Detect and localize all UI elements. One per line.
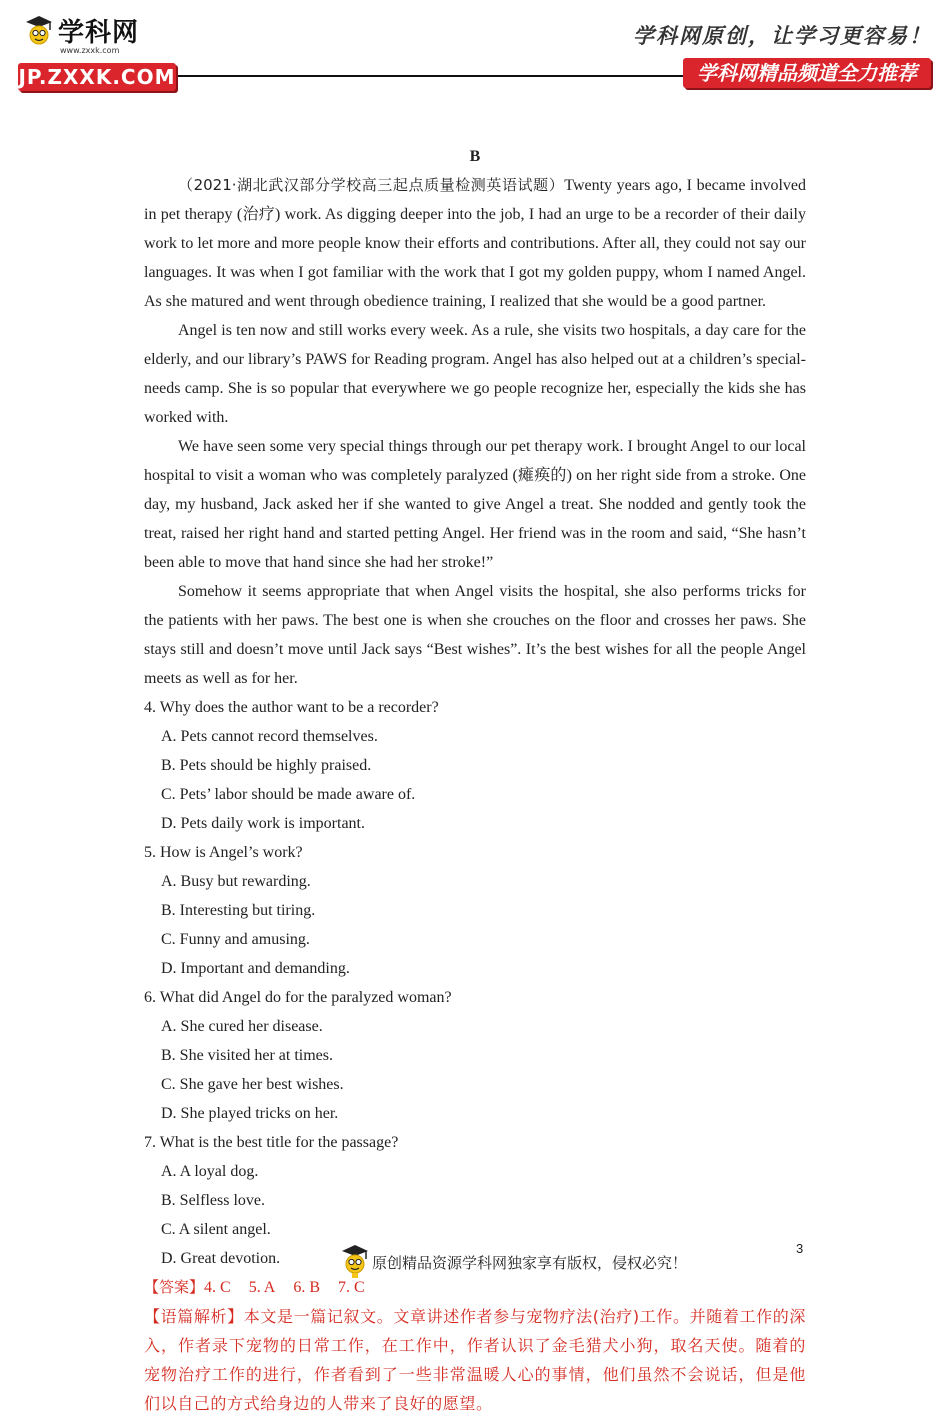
- question-options: [144, 1012, 806, 1128]
- answer-item: 6. B: [293, 1279, 321, 1296]
- brand-name: 学科网: [58, 18, 140, 48]
- paragraph-text: Twenty years ago, I became involved in pet therapy (治疗) work. As digging deeper into the job, I had an urge to be a recorder of their daily work to let more and more people know their efforts and contributions. After all, they could not say our languages. It was when I got familiar with the work that I got my golden puppy, whom I named Angel. As she matured and went through obedience training, I realized that she would be a good partner.: [144, 177, 806, 310]
- answer-line: [144, 1273, 806, 1302]
- question-stem: 6. What did Angel do for the paralyzed woman?: [144, 989, 452, 1006]
- option-d: D. Great devotion.: [161, 1250, 281, 1267]
- question-5: [144, 838, 806, 983]
- answer-item: 4. C: [204, 1279, 231, 1296]
- option-d: D. She played tricks on her.: [161, 1105, 339, 1122]
- question-stem: 7. What is the best title for the passage?: [144, 1134, 399, 1151]
- analysis-label: 【语篇解析】: [144, 1307, 244, 1326]
- option-d: D. Pets daily work is important.: [161, 815, 365, 832]
- option-c: C. A silent angel.: [161, 1221, 271, 1238]
- passage-paragraph-4: Somehow it seems appropriate that when Angel visits the hospital, she also performs tricks for the patients with her paws. The best one is when she crouches on the floor and crosses her paws. She stays still and doesn’t move until Jack says “Best wishes”. It’s the best wishes for all the people Angel meets as well as for her.: [144, 583, 806, 687]
- answer-label: 【答案】: [144, 1278, 205, 1296]
- page-header: [0, 0, 950, 100]
- option-c: C. Funny and amusing.: [161, 931, 310, 948]
- header-slogan: 学科网原创，让学习更容易！: [633, 23, 932, 48]
- question-stem: 4. Why does the author want to be a recorder?: [144, 699, 439, 716]
- option-b: B. Pets should be highly praised.: [161, 757, 372, 774]
- option-b: B. She visited her at times.: [161, 1047, 333, 1064]
- passage-paragraph-1: [144, 171, 806, 316]
- option-d: D. Important and demanding.: [161, 960, 350, 977]
- passage-analysis: [144, 1302, 806, 1418]
- graduate-mascot-icon: [24, 14, 54, 48]
- page-number: 3: [796, 1241, 804, 1256]
- graduate-mascot-icon: [340, 1243, 370, 1279]
- passage-source: （2021·湖北武汉部分学校高三起点质量检测英语试题）: [178, 176, 565, 194]
- header-divider: [178, 75, 683, 77]
- promo-badge: 学科网精品频道全力推荐: [683, 58, 931, 88]
- question-options: [144, 722, 806, 838]
- option-c: C. Pets’ labor should be made aware of.: [161, 786, 416, 803]
- question-options: [144, 867, 806, 983]
- answer-item: 5. A: [248, 1279, 276, 1296]
- option-a: A. She cured her disease.: [161, 1018, 323, 1035]
- question-stem: 5. How is Angel’s work?: [144, 844, 303, 861]
- option-b: B. Interesting but tiring.: [161, 902, 316, 919]
- option-b: B. Selfless love.: [161, 1192, 265, 1209]
- section-title: B: [469, 148, 481, 165]
- document-body: [144, 142, 806, 1418]
- brand-url: www.zxxk.com: [60, 46, 120, 55]
- analysis-text: 本文是一篇记叙文。文章讲述作者参与宠物疗法(治疗)工作。并随着工作的深入，作者录下宠物的日常工作，在工作中，作者认识了金毛猎犬小狗，取名天使。随着的宠物治疗工作的进行，作者看到了一些非常温暖人心的事情，他们虽然不会说话，但是他们以自己的方式给身边的人带来了良好的愿望。: [144, 1307, 806, 1413]
- passage-paragraph-2: Angel is ten now and still works every week. As a rule, she visits two hospitals, a day care for the elderly, and our library’s PAWS for Reading program. Angel has also helped out at a children’s special-needs camp. She is so popular that everywhere we go people recognize her, especially the kids she has worked with.: [144, 322, 806, 426]
- option-a: A. A loyal dog.: [161, 1163, 259, 1180]
- copyright-notice: 原创精品资源学科网独家享有版权，侵权必究！: [372, 1254, 688, 1272]
- option-a: A. Pets cannot record themselves.: [161, 728, 378, 745]
- option-a: A. Busy but rewarding.: [161, 873, 311, 890]
- question-6: [144, 983, 806, 1128]
- passage-paragraph-3: We have seen some very special things through our pet therapy work. I brought Angel to our local hospital to visit a woman who was completely paralyzed (瘫痪的) on her right side from a stroke. One day, my husband, Jack asked her if she wanted to give Angel a treat. She nodded and gently took the treat, raised her right hand and started petting Angel. Her friend was in the room and said, “She hasn’t been able to move that hand since she had her stroke!”: [144, 438, 806, 571]
- question-4: [144, 693, 806, 838]
- brand-badge: JP.ZXXK.COM: [18, 65, 176, 89]
- option-c: C. She gave her best wishes.: [161, 1076, 344, 1093]
- answer-item: 7. C: [338, 1279, 365, 1296]
